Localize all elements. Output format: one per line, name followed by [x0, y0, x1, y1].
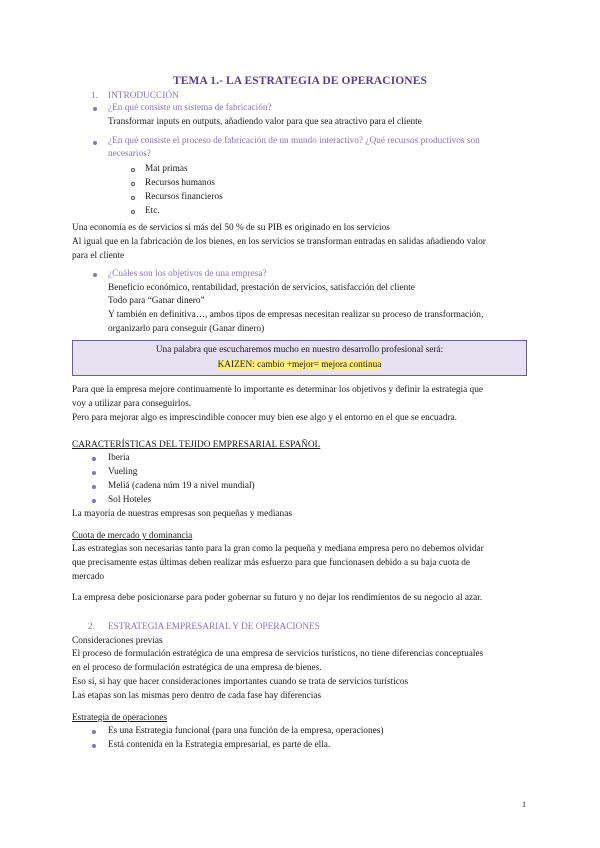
bullet-icon	[92, 730, 96, 734]
section-number: 2.	[88, 622, 95, 632]
list-item: Vueling	[108, 467, 138, 477]
paragraph: en el proceso de formulación estratégica de una empresa de bienes.	[72, 663, 322, 673]
page-title: TEMA 1.- LA ESTRATEGIA DE OPERACIONES	[173, 75, 427, 87]
bullet-icon	[93, 107, 97, 111]
kaizen-highlight: KAIZEN: cambio +mejor= mejora continua	[217, 360, 382, 370]
paragraph: Al igual que en la fabricación de los bienes, en los servicios se transforman entradas en salidas añadiendo valor	[72, 237, 486, 247]
circle-bullet-icon	[131, 168, 135, 172]
paragraph: Pero para mejorar algo es imprescindible conocer muy bien ese algo y el entorno en el que se encuadra.	[72, 413, 457, 423]
paragraph: que precisamente estas últimas deben realizar más esfuerzo para que funcionasen debido a su baja cuota de	[72, 558, 471, 568]
bullet-icon	[92, 499, 96, 503]
answer-text: Y también en definitiva…, ambos tipos de empresas necesitan realizar su proceso de transformación,	[108, 310, 484, 320]
list-item: Iberia	[108, 453, 130, 463]
callout-box	[72, 340, 527, 376]
answer-text: Transformar inputs en outputs, añadiendo valor para que sea atractivo para el cliente	[108, 117, 422, 127]
list-item: Recursos financieros	[145, 192, 223, 202]
paragraph: El proceso de formulación estratégica de una empresa de servicios turísticos, no tiene diferencias conceptuales	[72, 649, 484, 659]
section-number: 1.	[91, 91, 98, 101]
paragraph: Para que la empresa mejore continuamente lo importante es determinar los objetivos y definir la estrategia que	[72, 385, 483, 395]
paragraph: Una economía es de servicios si más del 50 % de su PIB es originado en los servicios	[72, 223, 390, 233]
bullet-icon	[92, 744, 96, 748]
page-number: 1	[522, 800, 526, 809]
bullet-icon	[93, 273, 97, 277]
paragraph: La empresa debe posicionarse para poder gobernar su futuro y no dejar los rendimientos de su negocio al azar.	[72, 593, 483, 603]
answer-text: Todo para “Ganar dinero”	[108, 296, 205, 306]
callout-text: Una palabra que escucharemos mucho en nuestro desarrollo profesional será:	[155, 345, 444, 355]
list-item: Es una Estrategia funcional (para una función de la empresa, operaciones)	[108, 726, 384, 736]
paragraph-continuation: para el cliente	[72, 251, 125, 261]
answer-text: Beneficio económico, rentabilidad, prestación de servicios, satisfacción del cliente	[108, 283, 415, 293]
paragraph: Eso sí, si hay que hacer consideraciones importantes cuando se trata de servicios turísticos	[72, 677, 409, 687]
bullet-icon	[92, 471, 96, 475]
paragraph-continuation: mercado	[72, 572, 105, 582]
paragraph-continuation: voy a utilizar para conseguirlos.	[72, 399, 192, 409]
paragraph: La mayoría de nuestras empresas son pequeñas y medianas	[72, 509, 292, 519]
circle-bullet-icon	[131, 210, 135, 214]
subsection-heading: CARACTERÍSTICAS DEL TEJIDO EMPRESARIAL ESPAÑOL	[72, 440, 321, 450]
circle-bullet-icon	[131, 196, 135, 200]
section-heading: ESTRATEGIA EMPRESARIAL Y DE OPERACIONES	[108, 622, 320, 632]
question: ¿En qué consiste un sistema de fabricación?	[108, 103, 272, 113]
circle-bullet-icon	[131, 182, 135, 186]
list-item: Etc.	[145, 206, 160, 216]
question: ¿Cuáles son los objetivos de una empresa?	[108, 269, 267, 279]
answer-text: organizarlo para conseguir (Ganar dinero)	[108, 324, 265, 334]
question-continuation: necesarios?	[108, 149, 151, 159]
section-heading: INTRODUCCIÓN	[108, 91, 179, 101]
bullet-icon	[92, 485, 96, 489]
paragraph: Las estrategias son necesarias tanto para la gran como la pequeña y mediana empresa pero no debemos olvidar	[72, 544, 484, 554]
subsection-heading: Estrategia de operaciones	[72, 713, 167, 723]
subsection-heading: Cuota de mercado y dominancia	[72, 531, 193, 541]
question: ¿En qué consiste el proceso de fabricación de un mundo interactivo? ¿Qué recursos productivos son	[108, 136, 480, 146]
list-item: Sol Hoteles	[108, 495, 152, 505]
list-item: Meliá (cadena núm 19 a nivel mundial)	[108, 481, 255, 491]
paragraph: Consideraciones previas	[72, 636, 163, 646]
paragraph: Las etapas son las mismas pero dentro de cada fase hay diferencias	[72, 691, 322, 701]
bullet-icon	[93, 141, 97, 145]
list-item: Recursos humanos	[145, 178, 215, 188]
list-item: Mat primas	[145, 164, 188, 174]
list-item: Está contenida en la Estrategia empresarial, es parte de ella.	[108, 740, 331, 750]
bullet-icon	[92, 457, 96, 461]
